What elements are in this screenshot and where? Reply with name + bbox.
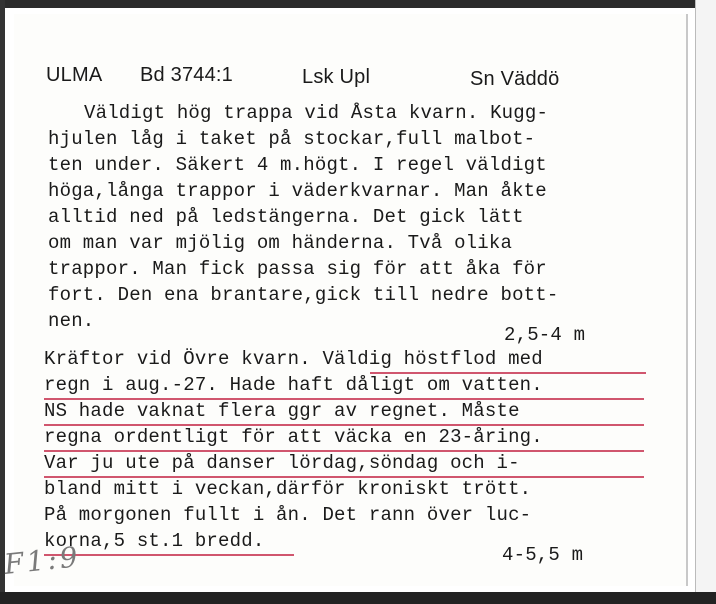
text-line: regna ordentligt för att väcka en 23-åring. — [44, 426, 543, 448]
text-line: fort. Den ena brantare,gick till nedre bott- — [48, 284, 559, 306]
text-line: bland mitt i veckan,därför kroniskt trött. — [44, 478, 532, 500]
text-line: hjulen låg i taket på stockar,full malbot- — [48, 128, 536, 150]
socken-label: Sn Väddö — [470, 68, 560, 90]
handwritten-shelf-mark: F1:9 — [2, 540, 83, 581]
text-line: alltid ned på ledstängerna. Det gick lätt — [48, 206, 524, 228]
text-line: höga,långa trappor i väderkvarnar. Man åkte — [48, 180, 547, 202]
text-line: trappor. Man fick passa sig för att åka för — [48, 258, 547, 280]
text-line: Var ju ute på danser lördag,söndag och i- — [44, 452, 520, 474]
text-line: NS hade vaknat flera ggr av regnet. Måste — [44, 400, 520, 422]
underline-mark — [44, 398, 644, 400]
text-line: regn i aug.-27. Hade haft dåligt om vatten. — [44, 374, 543, 396]
scan-border-left — [0, 0, 5, 604]
scan-border-top — [0, 0, 716, 8]
underline-mark — [44, 476, 644, 478]
scan-border-bottom — [0, 592, 716, 604]
underline-mark — [370, 372, 646, 374]
scan-border-right — [695, 0, 716, 604]
measurement-2: 4-5,5 m — [502, 544, 584, 566]
archive-name: ULMA — [46, 64, 103, 86]
text-line: om man var mjölig om händerna. Två olika — [48, 232, 513, 254]
archive-card — [14, 14, 688, 586]
text-line: ten under. Säkert 4 m.högt. I regel väldigt — [48, 154, 547, 176]
underline-mark — [44, 554, 294, 556]
text-line: nen. — [48, 310, 95, 332]
text-line: korna,5 st.1 bredd. — [44, 530, 265, 552]
volume-number: Bd 3744:1 — [140, 64, 233, 86]
text-line: Kräftor vid Övre kvarn. Väldig höstflod med — [44, 348, 543, 370]
text-line: På morgonen fullt i ån. Det rann över luc- — [44, 504, 532, 526]
underline-mark — [44, 450, 644, 452]
measurement-1: 2,5-4 m — [504, 324, 586, 346]
text-line: Väldigt hög trappa vid Åsta kvarn. Kugg- — [84, 102, 549, 124]
landskap-label: Lsk Upl — [302, 66, 371, 88]
underline-mark — [44, 424, 644, 426]
